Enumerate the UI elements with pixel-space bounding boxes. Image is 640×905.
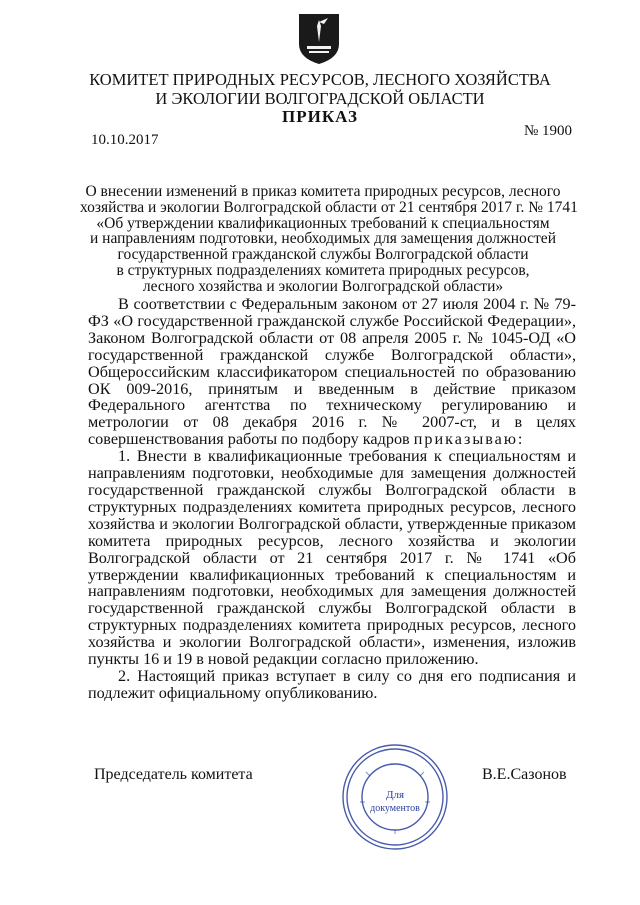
org-name-line-2: И ЭКОЛОГИИ ВОЛГОГРАДСКОЙ ОБЛАСТИ [155,89,485,108]
order-subject [80,183,578,295]
official-stamp [340,742,450,852]
order-number: № 1900 [524,123,573,139]
preamble-text: В соответствии с Федеральным законом от 27 июля 2004 г. № 79-ФЗ «О государственной гражданской службе Российской Федерации», Законом Волгоградской области от 08 апреля 2005 г. № 1045-ОД «О государственной гражданской службе Волгоградской области», Общероссийским классификатором специальностей по образованию ОК 009-2016, принятым и введенным в действие приказом Федерального агентства по техническому регулированию и метрологии от 08 декабря 2016 г. № 2007-ст, и в целях совершенствования работы по подбору кадров [88,295,576,449]
subject-line: О внесении изменений в приказ комитета природных ресурсов, лесного [85,183,561,200]
subject-line: в структурных подразделениях комитета природных ресурсов, [116,261,530,279]
preamble-paragraph [88,296,576,448]
stamp-text-2: документов [370,803,420,814]
order-body [88,296,576,702]
order-word: приказываю: [413,430,525,449]
subject-line: и направлениям подготовки, необходимых для замещения должностей [90,230,556,248]
coat-of-arms-icon [297,12,341,66]
subject-line: «Об утверждении квалификационных требований к специальностям [96,214,550,232]
subject-line: государственной гражданской службы Волгоградской области [117,246,529,264]
order-date: 10.10.2017 [91,132,159,148]
subject-line: лесного хозяйства и экологии Волгоградской области» [142,277,504,295]
order-item-2: 2. Настоящий приказ вступает в силу со дня его подписания и подлежит официальному опубликованию. [88,666,576,702]
document-type: ПРИКАЗ [282,107,358,126]
stamp-text-1: Для [385,789,405,801]
subject-line: хозяйства и экологии Волгоградской области от 21 сентября 2017 г. № 1741 [80,198,578,216]
order-item-1: 1. Внести в квалификационные требования к специальностям и направлениям подготовки, необходимые для замещения должностей государственной гражданской службы Волгоградской области в структурных подразделениях комитета природных ресурсов, лесного хозяйства и экологии Волгоградской области, утвержденные приказом комитета природных ресурсов, лесного хозяйства и экологии Волгоградской области от 21 сентября 2017 г. № 1741 «Об утверждении квалификационных требований к специальностям и направлениям подготовки, необходимых для замещения должностей государственной гражданской службы Волгоградской области в структурных подразделениях комитета природных ресурсов, лесного хозяйства и экологии Волгоградской области», изменения, изложив пункты 16 и 19 в новой редакции согласно приложению. [88,447,576,669]
signer-position: Председатель комитета [94,766,253,783]
org-name-line-1: КОМИТЕТ ПРИРОДНЫХ РЕСУРСОВ, ЛЕСНОГО ХОЗЯЙСТВА [89,70,551,89]
signer-name: В.Е.Сазонов [482,766,567,783]
